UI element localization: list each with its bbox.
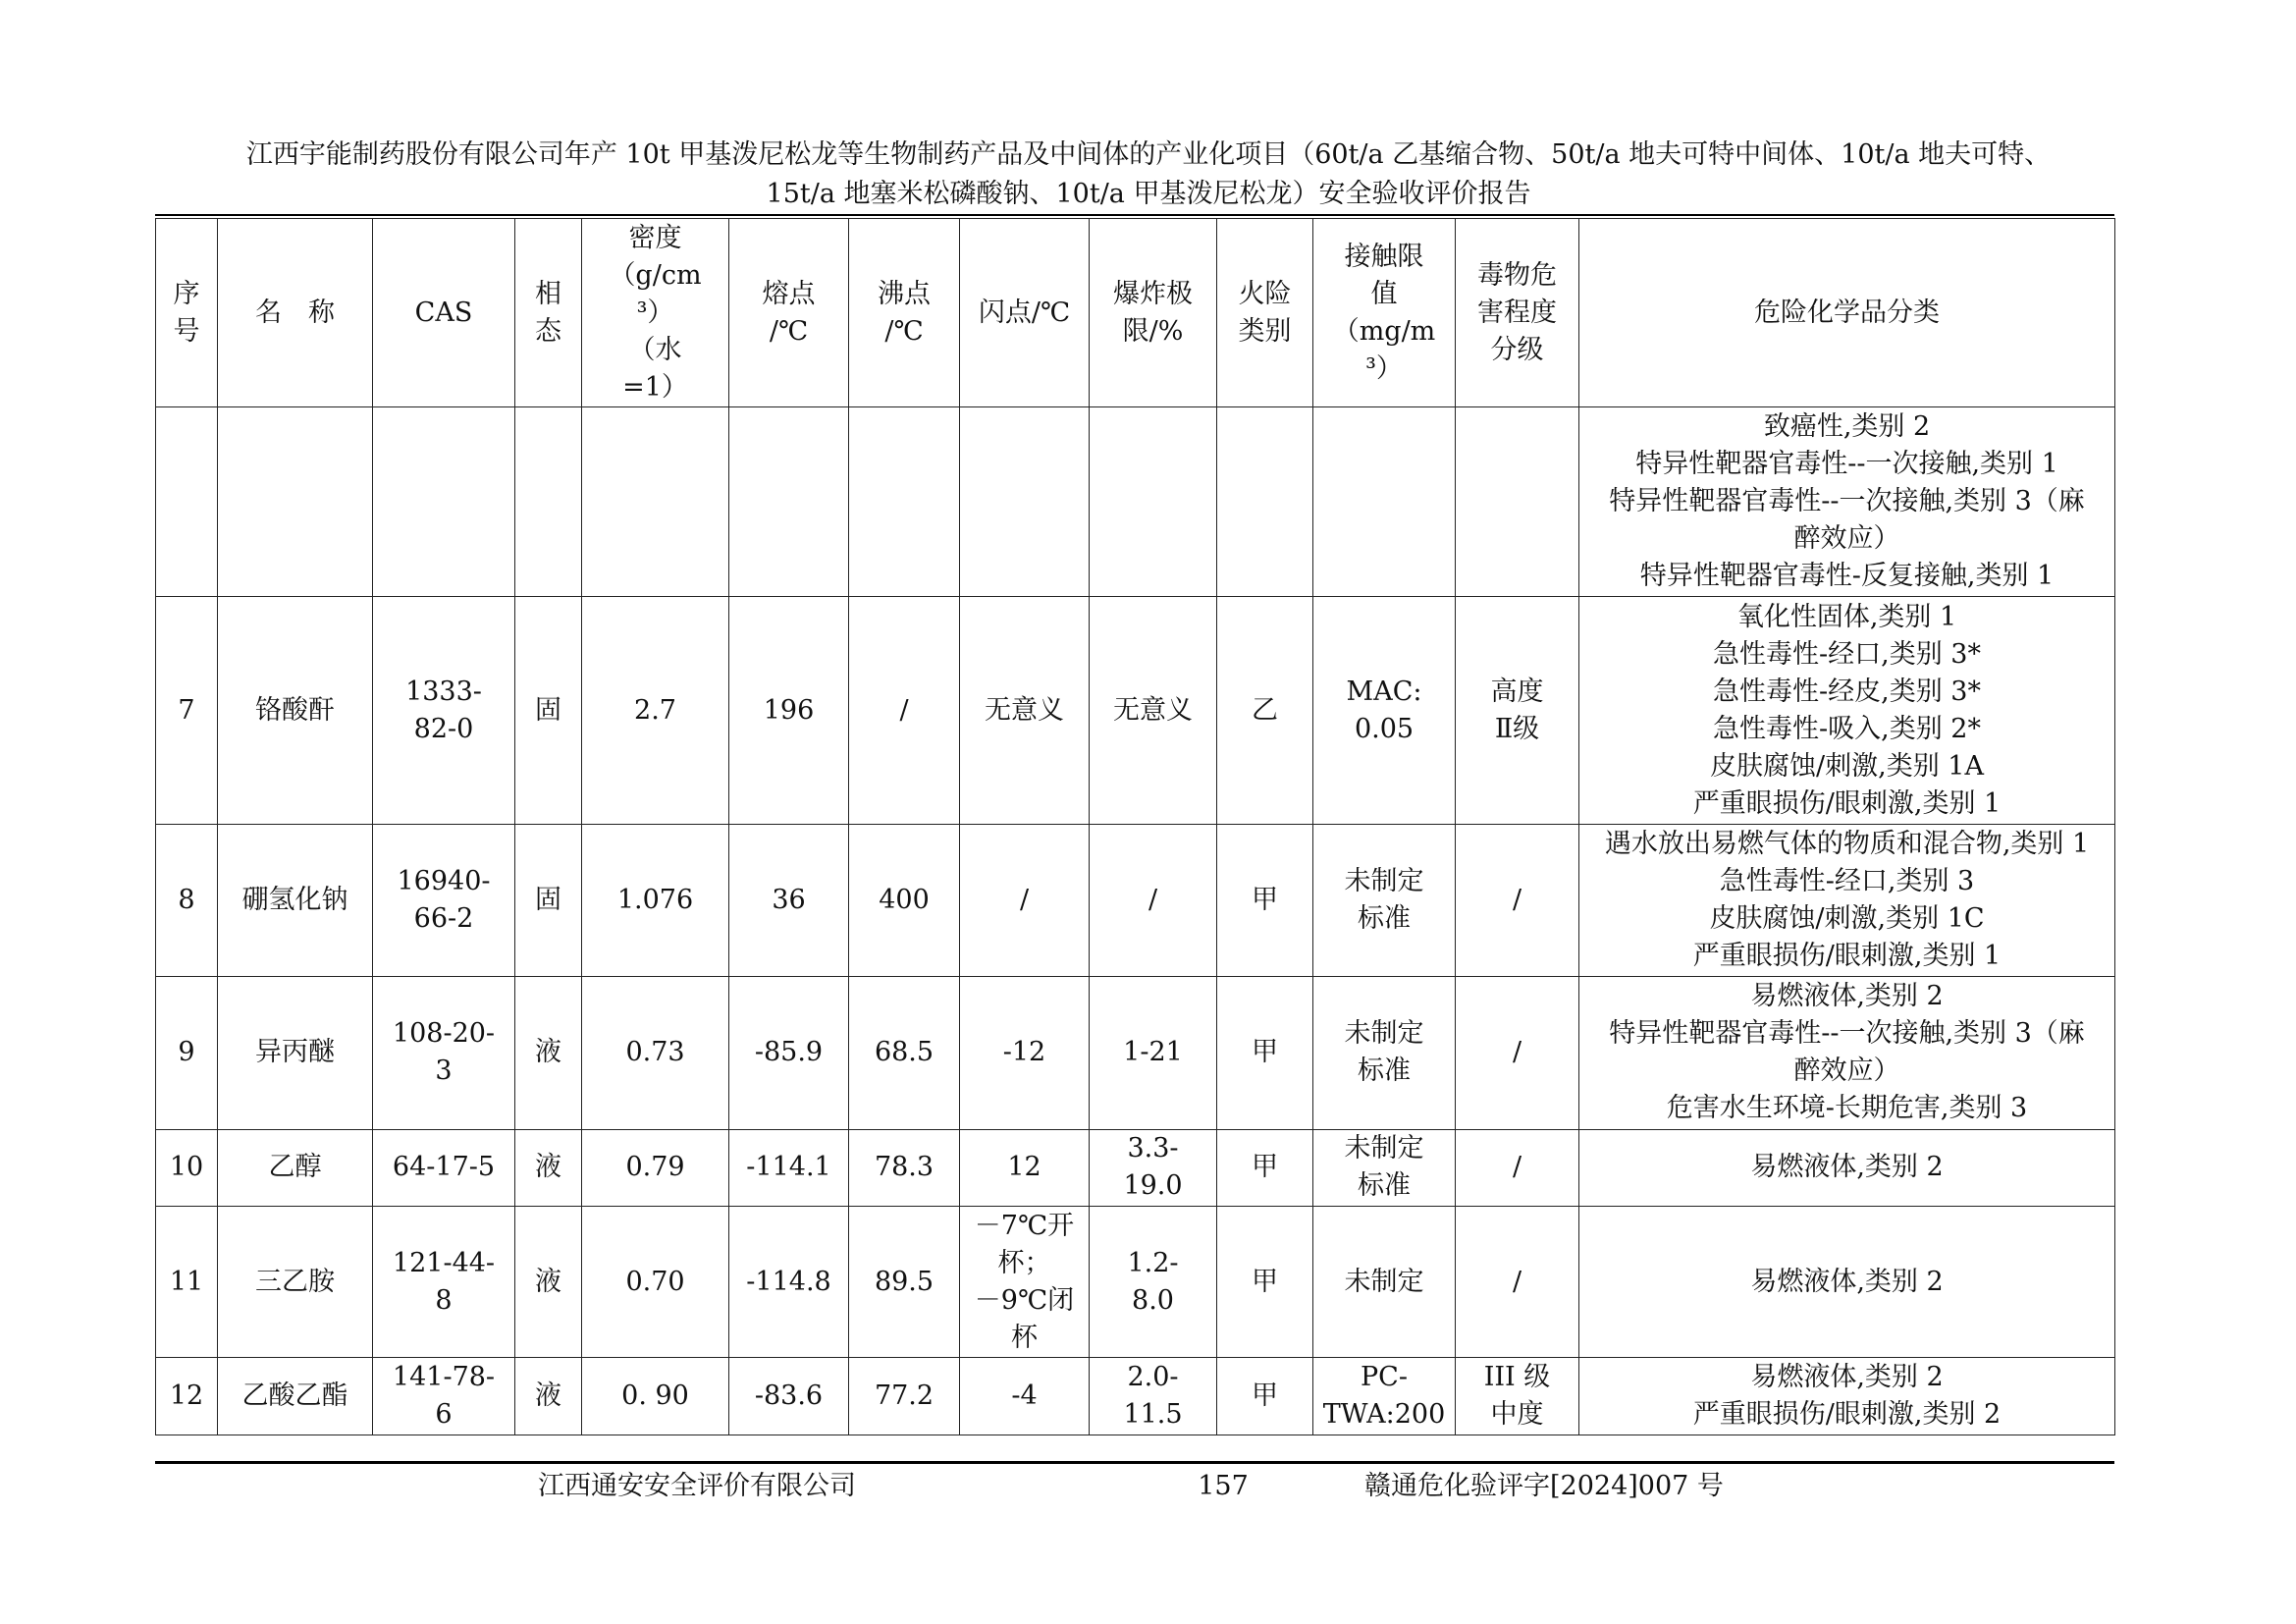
cell-line: 89.5 bbox=[874, 1266, 934, 1297]
col-cas-cell bbox=[373, 1129, 515, 1207]
col-flash-point-cell bbox=[960, 597, 1090, 825]
cell-line: 77.2 bbox=[874, 1380, 934, 1412]
col-cas-cell bbox=[373, 977, 515, 1129]
cell-line: 密度 bbox=[628, 222, 682, 253]
col-name-cell bbox=[218, 977, 373, 1129]
cell-line: 甲 bbox=[1252, 1152, 1278, 1183]
cell-line: 6 bbox=[435, 1399, 453, 1431]
col-exposure-limit-cell bbox=[1313, 597, 1456, 825]
cell-line: 杯； bbox=[997, 1247, 1051, 1278]
cell-line: 标准 bbox=[1358, 1056, 1411, 1087]
header-title-line2: 15t/a 地塞米松磷酸钠、10t/a 甲基泼尼松龙）安全验收评价报告 bbox=[766, 179, 1531, 209]
col-fire-class-cell bbox=[1217, 825, 1313, 977]
cell-line: 急性毒性-经口,类别 3 bbox=[1719, 866, 1975, 897]
cell-line: / bbox=[1512, 1037, 1522, 1068]
col-flash-point-cell bbox=[960, 1207, 1090, 1358]
col-name-cell bbox=[218, 1129, 373, 1207]
col-index-cell bbox=[156, 1207, 218, 1358]
cell-line: 0.73 bbox=[625, 1037, 685, 1068]
cell-line: 氧化性固体,类别 1 bbox=[1736, 601, 1957, 632]
col-melting-point-cell bbox=[729, 977, 849, 1129]
col-toxicity-grade-cell bbox=[1456, 825, 1579, 977]
cell-line: 易燃液体,类别 2 bbox=[1750, 981, 1944, 1012]
col-boiling-point-cell bbox=[849, 1358, 960, 1435]
cell-line: 急性毒性-经口,类别 3* bbox=[1713, 638, 1981, 670]
page-footer bbox=[155, 1467, 2114, 1506]
footer-document-number: 赣通危化验评字[2024]007 号 bbox=[1364, 1471, 1724, 1501]
cell-line: 硼氢化钠 bbox=[241, 885, 348, 916]
cell-line: -114.1 bbox=[746, 1152, 831, 1183]
header-col-density bbox=[582, 219, 729, 407]
cell-line: Ⅱ级 bbox=[1494, 713, 1540, 744]
header-col-melting-point bbox=[729, 219, 849, 407]
footer-company: 江西通安安全评价有限公司 bbox=[538, 1471, 856, 1501]
cell-line: 危险化学品分类 bbox=[1754, 297, 1940, 328]
cell-line: 0. 90 bbox=[621, 1380, 689, 1412]
col-boiling-point-cell bbox=[849, 407, 960, 597]
cell-line: 接触限 bbox=[1344, 241, 1424, 272]
cell-line: -83.6 bbox=[754, 1380, 824, 1412]
cell-line: 66-2 bbox=[413, 903, 474, 935]
col-flash-point-cell bbox=[960, 1129, 1090, 1207]
header-col-boiling-point bbox=[849, 219, 960, 407]
col-explosion-limit-cell bbox=[1090, 825, 1217, 977]
hazard-classification-cell bbox=[1579, 1129, 2115, 1207]
col-phase-cell bbox=[515, 597, 582, 825]
col-density-cell bbox=[582, 407, 729, 597]
col-flash-point-cell bbox=[960, 407, 1090, 597]
cell-line: 未制定 bbox=[1344, 1018, 1424, 1050]
cell-line: /℃ bbox=[884, 315, 924, 347]
col-phase-cell bbox=[515, 1207, 582, 1358]
cell-line: 36 bbox=[772, 885, 806, 916]
cell-line: 3.3- bbox=[1127, 1133, 1179, 1164]
cell-line: 特异性靶器官毒性--一次接触,类别 3（麻 bbox=[1609, 1018, 2085, 1050]
col-cas-cell bbox=[373, 825, 515, 977]
table-row bbox=[156, 977, 2115, 1129]
col-cas-cell bbox=[373, 597, 515, 825]
col-density-cell bbox=[582, 1129, 729, 1207]
col-toxicity-grade-cell bbox=[1456, 977, 1579, 1129]
col-melting-point-cell bbox=[729, 1358, 849, 1435]
col-fire-class-cell bbox=[1217, 407, 1313, 597]
cell-line: 特异性靶器官毒性--一次接触,类别 1 bbox=[1635, 449, 2058, 480]
col-explosion-limit-cell bbox=[1090, 1129, 1217, 1207]
col-explosion-limit-cell bbox=[1090, 1358, 1217, 1435]
cell-line: 0.70 bbox=[625, 1266, 685, 1297]
col-index-cell bbox=[156, 407, 218, 597]
col-exposure-limit-cell bbox=[1313, 1207, 1456, 1358]
cell-line: -85.9 bbox=[754, 1037, 824, 1068]
cell-line: CAS bbox=[414, 297, 473, 328]
cell-line: 10 bbox=[169, 1152, 204, 1183]
cell-line: 液 bbox=[535, 1266, 561, 1297]
cell-line: / bbox=[1148, 885, 1158, 916]
col-flash-point-cell bbox=[960, 977, 1090, 1129]
cell-line: 液 bbox=[535, 1380, 561, 1412]
col-fire-class-cell bbox=[1217, 1129, 1313, 1207]
cell-line: 严重眼损伤/眼刺激,类别 1 bbox=[1692, 787, 2002, 819]
cell-line: 8 bbox=[435, 1284, 453, 1316]
cell-line: 毒物危 bbox=[1477, 259, 1557, 291]
col-toxicity-grade-cell bbox=[1456, 1207, 1579, 1358]
header-col-phase bbox=[515, 219, 582, 407]
table-row bbox=[156, 1358, 2115, 1435]
cell-line: 熔点 bbox=[762, 278, 816, 309]
col-explosion-limit-cell bbox=[1090, 407, 1217, 597]
cell-line: 甲 bbox=[1252, 1380, 1278, 1412]
cell-line: 固 bbox=[535, 694, 561, 726]
cell-line: 12 bbox=[1007, 1152, 1041, 1183]
cell-line: 11.5 bbox=[1123, 1399, 1183, 1431]
cell-line: 未制定 bbox=[1344, 1133, 1424, 1164]
report-header bbox=[147, 135, 2150, 214]
col-index-cell bbox=[156, 825, 218, 977]
header-col-flash-point bbox=[960, 219, 1090, 407]
col-phase-cell bbox=[515, 1358, 582, 1435]
cell-line: 闪点/℃ bbox=[978, 297, 1071, 328]
cell-line: 皮肤腐蚀/刺激,类别 1C bbox=[1709, 903, 1985, 935]
header-col-explosion-limit bbox=[1090, 219, 1217, 407]
cell-line: 易燃液体,类别 2 bbox=[1750, 1152, 1944, 1183]
cell-line: 甲 bbox=[1252, 1037, 1278, 1068]
cell-line: 8 bbox=[178, 885, 195, 916]
header-col-name bbox=[218, 219, 373, 407]
cell-line: TWA:200 bbox=[1322, 1399, 1446, 1431]
col-melting-point-cell bbox=[729, 597, 849, 825]
col-melting-point-cell bbox=[729, 1129, 849, 1207]
cell-line: -114.8 bbox=[746, 1266, 831, 1297]
cell-line: 108-20- bbox=[392, 1018, 496, 1050]
cell-line: III 级 bbox=[1483, 1362, 1551, 1393]
cell-line: －7℃开 bbox=[974, 1210, 1075, 1241]
col-exposure-limit-cell bbox=[1313, 1358, 1456, 1435]
col-toxicity-grade-cell bbox=[1456, 1129, 1579, 1207]
cell-line: 82-0 bbox=[413, 713, 474, 744]
col-fire-class-cell bbox=[1217, 977, 1313, 1129]
cell-line: ³） bbox=[1365, 352, 1403, 384]
col-phase-cell bbox=[515, 1129, 582, 1207]
col-name-cell bbox=[218, 825, 373, 977]
col-index-cell bbox=[156, 977, 218, 1129]
header-col-exposure-limit bbox=[1313, 219, 1456, 407]
cell-line: 号 bbox=[173, 315, 200, 347]
col-flash-point-cell bbox=[960, 825, 1090, 977]
cell-line: 杯 bbox=[1011, 1322, 1038, 1353]
hazard-classification-cell bbox=[1579, 597, 2115, 825]
cell-line: 2.7 bbox=[634, 694, 676, 726]
header-col-cas bbox=[373, 219, 515, 407]
cell-line: 醉效应） bbox=[1793, 523, 1900, 555]
cell-line: 严重眼损伤/眼刺激,类别 1 bbox=[1692, 941, 2002, 972]
cell-line: 特异性靶器官毒性--一次接触,类别 3（麻 bbox=[1609, 486, 2085, 517]
col-explosion-limit-cell bbox=[1090, 977, 1217, 1129]
header-col-index bbox=[156, 219, 218, 407]
table-header-row bbox=[156, 219, 2115, 407]
cell-line: 限/% bbox=[1122, 315, 1184, 347]
cell-line: 19.0 bbox=[1123, 1170, 1183, 1202]
cell-line: PC- bbox=[1361, 1362, 1408, 1393]
col-explosion-limit-cell bbox=[1090, 1207, 1217, 1358]
cell-line: 高度 bbox=[1490, 676, 1544, 707]
cell-line: /℃ bbox=[769, 315, 809, 347]
col-index-cell bbox=[156, 1358, 218, 1435]
col-index-cell bbox=[156, 597, 218, 825]
col-exposure-limit-cell bbox=[1313, 407, 1456, 597]
col-fire-class-cell bbox=[1217, 1358, 1313, 1435]
cell-line: 78.3 bbox=[874, 1152, 934, 1183]
cell-line: 8.0 bbox=[1132, 1284, 1174, 1316]
col-phase-cell bbox=[515, 407, 582, 597]
cell-line: 标准 bbox=[1358, 1170, 1411, 1202]
cell-line: 7 bbox=[178, 694, 195, 726]
cell-line: 中度 bbox=[1490, 1399, 1544, 1431]
cell-line: 爆炸极 bbox=[1113, 278, 1193, 309]
cell-line: 11 bbox=[169, 1266, 204, 1297]
col-toxicity-grade-cell bbox=[1456, 1358, 1579, 1435]
cell-line: 乙酸乙酯 bbox=[241, 1380, 348, 1412]
cell-line: 1333- bbox=[405, 676, 482, 707]
col-name-cell bbox=[218, 1358, 373, 1435]
chemical-properties-table bbox=[155, 218, 2115, 1435]
cell-line: 1-21 bbox=[1123, 1037, 1183, 1068]
cell-line: 400 bbox=[879, 885, 930, 916]
col-melting-point-cell bbox=[729, 825, 849, 977]
header-col-toxicity-grade bbox=[1456, 219, 1579, 407]
cell-line: 甲 bbox=[1252, 885, 1278, 916]
col-cas-cell bbox=[373, 1207, 515, 1358]
col-flash-point-cell bbox=[960, 1358, 1090, 1435]
hazard-classification-cell bbox=[1579, 825, 2115, 977]
cell-line: 名 称 bbox=[255, 297, 335, 328]
col-cas-cell bbox=[373, 1358, 515, 1435]
cell-line: 值 bbox=[1370, 278, 1398, 309]
cell-line: 乙 bbox=[1252, 694, 1278, 726]
col-explosion-limit-cell bbox=[1090, 597, 1217, 825]
cell-line: 12 bbox=[169, 1380, 204, 1412]
header-col-hazard-classification bbox=[1579, 219, 2115, 407]
col-density-cell bbox=[582, 1358, 729, 1435]
cell-line: 1.076 bbox=[616, 885, 694, 916]
cell-line: 相 bbox=[535, 278, 561, 309]
cell-line: 0.05 bbox=[1354, 713, 1415, 744]
cell-line: / bbox=[1019, 885, 1030, 916]
cell-line: 醉效应） bbox=[1793, 1056, 1900, 1087]
cell-line: 危害水生环境-长期危害,类别 3 bbox=[1666, 1093, 2028, 1124]
cell-line: 皮肤腐蚀/刺激,类别 1A bbox=[1710, 750, 1984, 782]
table-row bbox=[156, 407, 2115, 597]
cell-line: 2.0- bbox=[1127, 1362, 1179, 1393]
col-melting-point-cell bbox=[729, 1207, 849, 1358]
col-density-cell bbox=[582, 597, 729, 825]
table-row bbox=[156, 597, 2115, 825]
cell-line: / bbox=[1512, 885, 1522, 916]
col-boiling-point-cell bbox=[849, 977, 960, 1129]
cell-line: 1.2- bbox=[1127, 1247, 1179, 1278]
col-density-cell bbox=[582, 825, 729, 977]
cell-line: 68.5 bbox=[874, 1037, 934, 1068]
col-boiling-point-cell bbox=[849, 1207, 960, 1358]
header-divider bbox=[155, 214, 2114, 216]
cell-line: 沸点 bbox=[878, 278, 931, 309]
cell-line: 铬酸酐 bbox=[255, 694, 335, 726]
col-density-cell bbox=[582, 1207, 729, 1358]
table-row bbox=[156, 1207, 2115, 1358]
col-phase-cell bbox=[515, 825, 582, 977]
col-name-cell bbox=[218, 407, 373, 597]
cell-line: ³） bbox=[636, 297, 674, 328]
cell-line: 遇水放出易燃气体的物质和混合物,类别 1 bbox=[1604, 829, 2090, 860]
cell-line: / bbox=[1512, 1152, 1522, 1183]
cell-line: 特异性靶器官毒性-反复接触,类别 1 bbox=[1639, 561, 2055, 592]
hazard-classification-cell bbox=[1579, 977, 2115, 1129]
col-cas-cell bbox=[373, 407, 515, 597]
cell-line: 三乙胺 bbox=[255, 1266, 335, 1297]
cell-line: / bbox=[1512, 1266, 1522, 1297]
cell-line: 态 bbox=[535, 315, 561, 347]
hazard-classification-cell bbox=[1579, 407, 2115, 597]
col-boiling-point-cell bbox=[849, 597, 960, 825]
cell-line: 急性毒性-经皮,类别 3* bbox=[1713, 676, 1981, 707]
hazard-classification-cell bbox=[1579, 1358, 2115, 1435]
cell-line: 3 bbox=[435, 1056, 453, 1087]
cell-line: 易燃液体,类别 2 bbox=[1750, 1266, 1944, 1297]
header-title-line1: 江西宇能制药股份有限公司年产 10t 甲基泼尼松龙等生物制药产品及中间体的产业化项目（60t/a 乙基缩合物、50t/a 地夫可特中间体、10t/a 地夫可特、 bbox=[245, 139, 2052, 170]
cell-line: （mg/m bbox=[1332, 315, 1436, 347]
cell-line: 乙醇 bbox=[268, 1152, 322, 1183]
col-phase-cell bbox=[515, 977, 582, 1129]
cell-line: =1） bbox=[622, 371, 688, 403]
cell-line: -4 bbox=[1011, 1380, 1038, 1412]
col-melting-point-cell bbox=[729, 407, 849, 597]
cell-line: 异丙醚 bbox=[255, 1037, 335, 1068]
cell-line: 类别 bbox=[1238, 315, 1292, 347]
cell-line: 无意义 bbox=[985, 694, 1064, 726]
page-number: 157 bbox=[1198, 1471, 1249, 1501]
hazard-classification-cell bbox=[1579, 1207, 2115, 1358]
col-density-cell bbox=[582, 977, 729, 1129]
cell-line: 121-44- bbox=[392, 1247, 496, 1278]
col-exposure-limit-cell bbox=[1313, 977, 1456, 1129]
col-exposure-limit-cell bbox=[1313, 825, 1456, 977]
col-fire-class-cell bbox=[1217, 597, 1313, 825]
cell-line: 分级 bbox=[1490, 334, 1544, 365]
cell-line: 0.79 bbox=[625, 1152, 685, 1183]
cell-line: 严重眼损伤/眼刺激,类别 2 bbox=[1692, 1399, 2002, 1431]
cell-line: / bbox=[899, 694, 909, 726]
col-boiling-point-cell bbox=[849, 1129, 960, 1207]
cell-line: 火险 bbox=[1238, 278, 1292, 309]
cell-line: 196 bbox=[763, 694, 815, 726]
cell-line: 未制定 bbox=[1344, 866, 1424, 897]
header-col-fire-class bbox=[1217, 219, 1313, 407]
cell-line: （水 bbox=[628, 334, 682, 365]
footer-divider bbox=[155, 1461, 2114, 1464]
cell-line: 64-17-5 bbox=[392, 1152, 496, 1183]
col-name-cell bbox=[218, 597, 373, 825]
col-boiling-point-cell bbox=[849, 825, 960, 977]
col-toxicity-grade-cell bbox=[1456, 597, 1579, 825]
cell-line: 9 bbox=[178, 1037, 195, 1068]
cell-line: 序 bbox=[173, 278, 200, 309]
cell-line: 甲 bbox=[1252, 1266, 1278, 1297]
cell-line: 固 bbox=[535, 885, 561, 916]
cell-line: 致癌性,类别 2 bbox=[1763, 411, 1931, 443]
col-index-cell bbox=[156, 1129, 218, 1207]
cell-line: 液 bbox=[535, 1152, 561, 1183]
col-exposure-limit-cell bbox=[1313, 1129, 1456, 1207]
col-fire-class-cell bbox=[1217, 1207, 1313, 1358]
cell-line: 16940- bbox=[397, 866, 491, 897]
cell-line: 未制定 bbox=[1344, 1266, 1424, 1297]
table-row bbox=[156, 825, 2115, 977]
cell-line: 害程度 bbox=[1477, 297, 1557, 328]
cell-line: 141-78- bbox=[392, 1362, 496, 1393]
cell-line: （g/cm bbox=[609, 259, 702, 291]
cell-line: －9℃闭 bbox=[974, 1284, 1075, 1316]
table-row bbox=[156, 1129, 2115, 1207]
cell-line: 液 bbox=[535, 1037, 561, 1068]
cell-line: MAC: bbox=[1346, 676, 1422, 707]
col-toxicity-grade-cell bbox=[1456, 407, 1579, 597]
cell-line: 易燃液体,类别 2 bbox=[1750, 1362, 1944, 1393]
cell-line: 标准 bbox=[1358, 903, 1411, 935]
col-name-cell bbox=[218, 1207, 373, 1358]
cell-line: 急性毒性-吸入,类别 2* bbox=[1713, 713, 1981, 744]
cell-line: 无意义 bbox=[1113, 694, 1193, 726]
cell-line: -12 bbox=[1002, 1037, 1046, 1068]
